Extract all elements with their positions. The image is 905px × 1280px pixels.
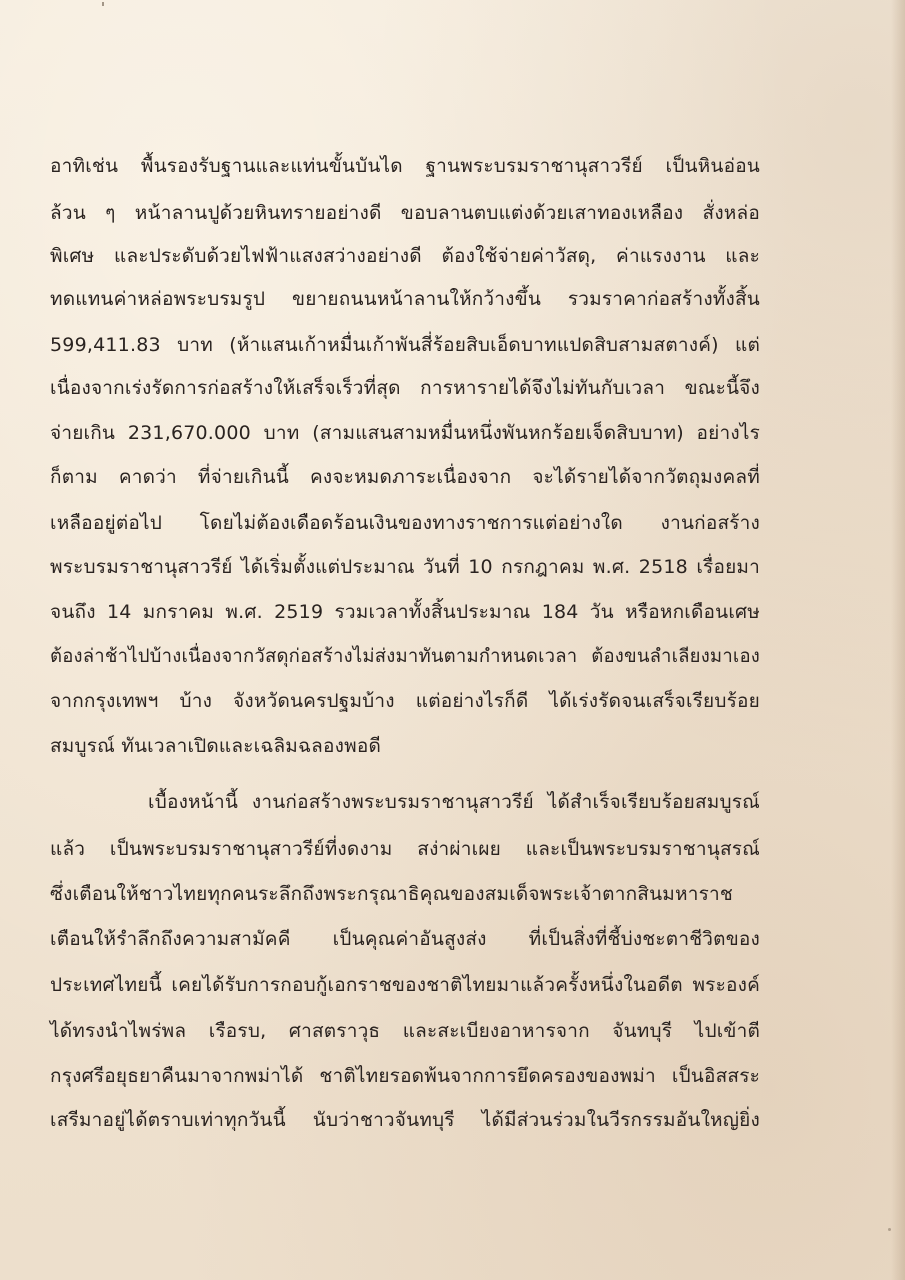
body-line: จากกรุงเทพฯ บ้าง จังหวัดนครปฐมบ้าง แต่อย่างไรก็ดี ได้เร่งรัดจนเสร็จเรียบร้อย [50, 690, 760, 712]
paragraph-first-line: เบื้องหน้านี้ งานก่อสร้างพระบรมราชานุสาวรีย์ ได้สำเร็จเรียบร้อยสมบูรณ์ [148, 791, 760, 813]
body-line: เตือนให้รำลึกถึงความสามัคคี เป็นคุณค่าอันสูงส่ง ที่เป็นสิ่งที่ชี้บ่งชะตาชีวิตของ [50, 928, 760, 950]
body-line: เนื่องจากเร่งรัดการก่อสร้างให้เสร็จเร็วที่สุด การหารายได้จึงไม่ทันกับเวลา ขณะนี้จึง [50, 377, 760, 399]
body-line: ก็ตาม คาดว่า ที่จ่ายเกินนี้ คงจะหมดภาระเนื่องจาก จะได้รายได้จากวัตถุมงคลที่ [50, 466, 760, 488]
body-line: พิเศษ และประดับด้วยไฟฟ้าแสงสว่างอย่างดี ต้องใช้จ่ายค่าวัสดุ, ค่าแรงงาน และ [50, 245, 760, 267]
body-line: ล้วน ๆ หน้าลานปูด้วยหินทรายอย่างดี ขอบลานตบแต่งด้วยเสาทองเหลือง สั่งหล่อ [50, 202, 760, 224]
body-line: สมบูรณ์ ทันเวลาเปิดและเฉลิมฉลองพอดี [50, 735, 381, 757]
body-line: เหลืออยู่ต่อไป โดยไม่ต้องเดือดร้อนเงินของทางราชการแต่อย่างใด งานก่อสร้าง [50, 512, 760, 534]
body-line: อาทิเช่น พื้นรองรับฐานและแท่นขั้นบันได ฐานพระบรมราชานุสาวรีย์ เป็นหินอ่อน [50, 155, 760, 177]
body-line: จนถึง 14 มกราคม พ.ศ. 2519 รวมเวลาทั้งสิ้นประมาณ 184 วัน หรือหกเดือนเศษ [50, 601, 760, 623]
body-line: 599,411.83 บาท (ห้าแสนเก้าหมื่นเก้าพันสี่ร้อยสิบเอ็ดบาทแปดสิบสามสตางค์) แต่ [50, 334, 760, 356]
body-line: ทดแทนค่าหล่อพระบรมรูป ขยายถนนหน้าลานให้กว้างขึ้น รวมราคาก่อสร้างทั้งสิ้น [50, 288, 760, 310]
body-line: กรุงศรีอยุธยาคืนมาจากพม่าได้ ชาติไทยรอดพ้นจากการยึดครองของพม่า เป็นอิสสระ [50, 1065, 760, 1087]
body-line: พระบรมราชานุสาวรีย์ ได้เริ่มตั้งแต่ประมาณ วันที่ 10 กรกฎาคม พ.ศ. 2518 เรื่อยมา [50, 556, 760, 578]
body-line: ซึ่งเตือนให้ชาวไทยทุกคนระลึกถึงพระกรุณาธิคุณของสมเด็จพระเจ้าตากสินมหาราช [50, 883, 733, 905]
body-line: ได้ทรงนำไพร่พล เรือรบ, ศาสตราวุธ และสะเบียงอาหารจาก จันทบุรี ไปเข้าตี [50, 1020, 760, 1042]
body-line: ประเทศไทยนี้ เคยได้รับการกอบกู้เอกราชของชาติไทยมาแล้วครั้งหนึ่งในอดีต พระองค์ [50, 974, 760, 996]
body-line: เสรีมาอยู่ได้ตราบเท่าทุกวันนี้ นับว่าชาวจันทบุรี ได้มีส่วนร่วมในวีรกรรมอันใหญ่ยิ่ง [50, 1109, 760, 1131]
body-line: ต้องล่าช้าไปบ้างเนื่องจากวัสดุก่อสร้างไม่ส่งมาทันตามกำหนดเวลา ต้องขนลำเลียงมาเอง [50, 646, 760, 667]
body-line: จ่ายเกิน 231,670.000 บาท (สามแสนสามหมื่นหนึ่งพันหกร้อยเจ็ดสิบบาท) อย่างไร [50, 422, 760, 444]
body-line: แล้ว เป็นพระบรมราชานุสาวรีย์ที่งดงาม สง่าผ่าเผย และเป็นพระบรมราชานุสรณ์ [50, 838, 760, 860]
